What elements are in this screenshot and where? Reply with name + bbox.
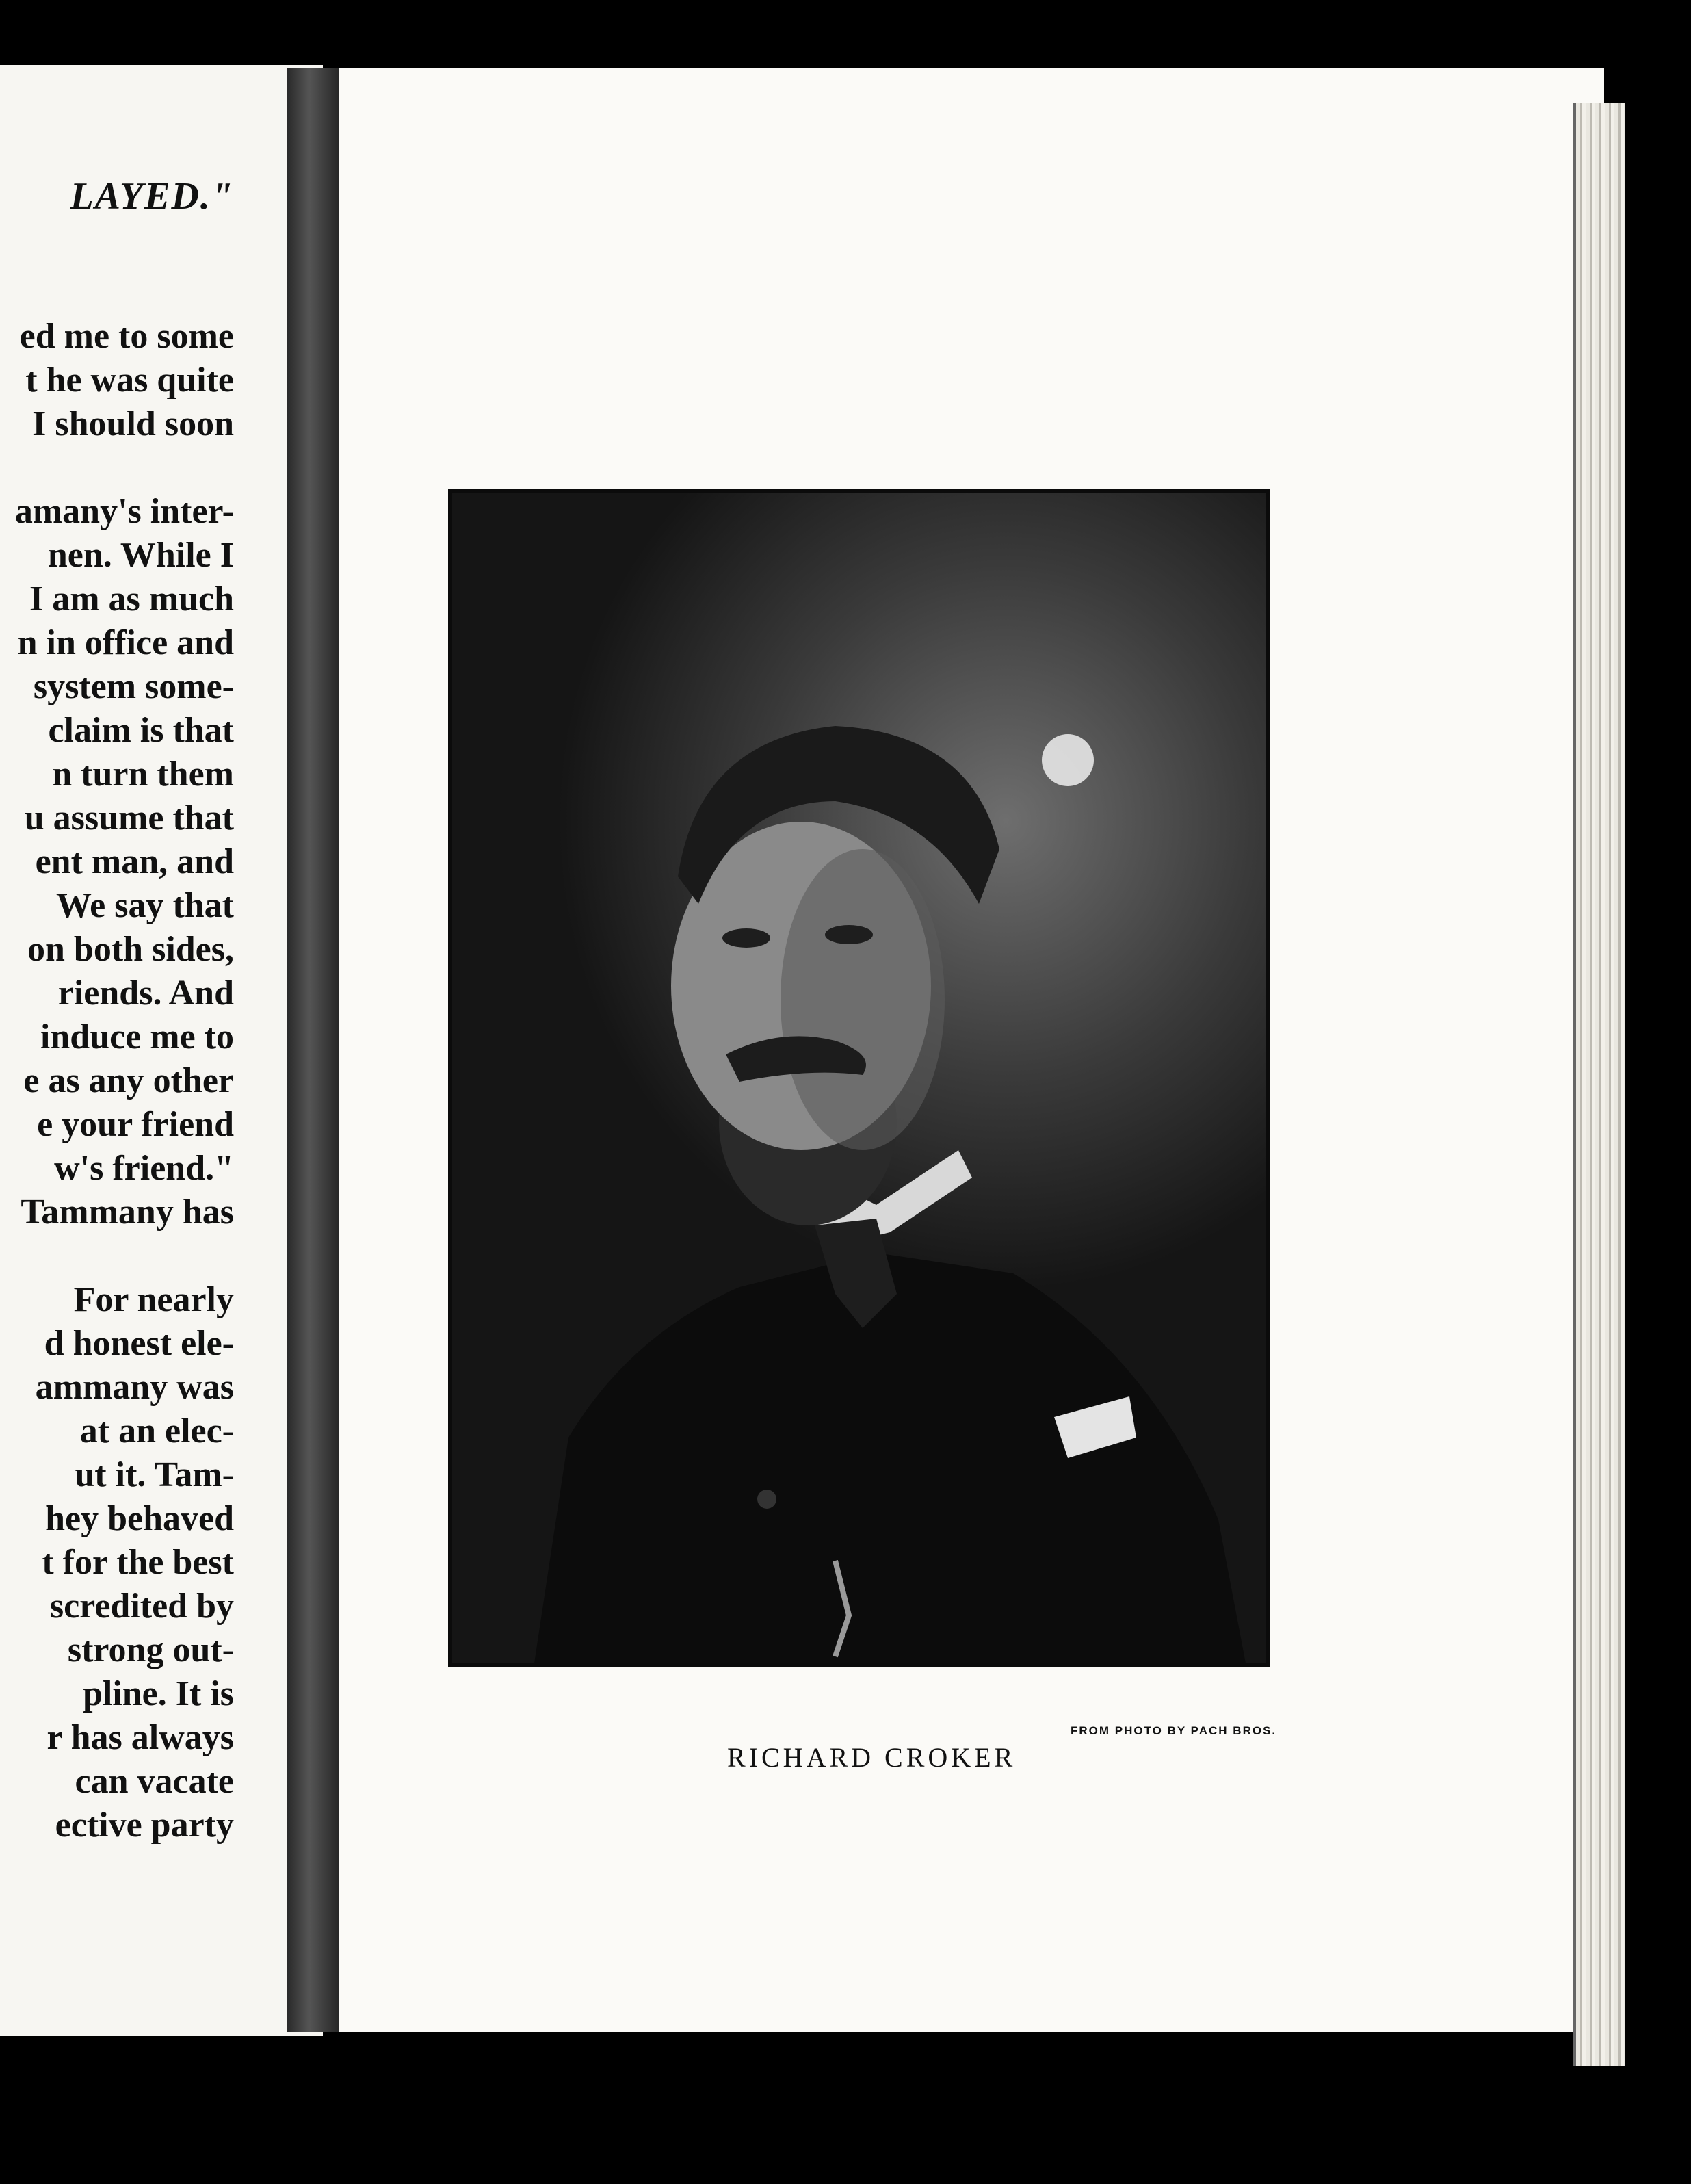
plate-blemish	[1042, 734, 1094, 786]
text-line: w's friend."	[54, 1149, 234, 1188]
text-line: scredited by	[49, 1587, 234, 1626]
running-head: LAYED."	[70, 175, 234, 218]
text-line: e your friend	[37, 1105, 234, 1144]
text-line: riends. And	[57, 974, 234, 1013]
text-line: d honest ele-	[44, 1324, 234, 1363]
text-line: e as any other	[23, 1061, 234, 1100]
left-eye	[722, 928, 770, 948]
left-page	[0, 65, 323, 2036]
coat-shape	[534, 1253, 1246, 1663]
text-line: ent man, and	[35, 842, 234, 881]
face-shade	[781, 849, 945, 1150]
left-page-text	[0, 315, 234, 1847]
text-line: t he was quite	[25, 361, 234, 400]
photo-caption: RICHARD CROKER	[727, 1742, 1017, 1773]
text-line: at an elec-	[79, 1412, 234, 1451]
text-line: u assume that	[24, 798, 234, 837]
portrait-figure	[452, 493, 1266, 1663]
text-line: nen. While I	[47, 536, 234, 575]
coat-button	[757, 1490, 776, 1509]
text-line: n in office and	[17, 623, 234, 662]
text-line: claim is that	[48, 711, 234, 750]
text-line: can vacate	[75, 1762, 234, 1801]
page-edges	[1573, 103, 1627, 2066]
text-line: ed me to some	[19, 317, 234, 356]
text-line: r has always	[47, 1718, 234, 1757]
book-gutter	[287, 68, 342, 2032]
text-line: n turn them	[52, 755, 234, 794]
portrait-photo	[448, 489, 1270, 1667]
text-line: For nearly	[73, 1280, 234, 1319]
text-line: I am as much	[29, 580, 234, 619]
text-line: pline. It is	[82, 1674, 234, 1713]
right-eye	[825, 925, 873, 944]
background-shadow	[1625, 103, 1691, 2184]
text-line: strong out-	[67, 1630, 234, 1669]
text-line-blank	[0, 1234, 234, 1278]
text-line: Tammany has	[21, 1193, 234, 1232]
photo-credit: FROM PHOTO BY PACH BROS.	[1071, 1724, 1277, 1737]
text-line: amany's inter-	[14, 492, 234, 531]
text-line: I should soon	[32, 404, 234, 443]
text-line: hey behaved	[45, 1499, 234, 1538]
text-line: t for the best	[42, 1543, 234, 1582]
text-line-blank	[0, 446, 234, 490]
text-line: system some-	[33, 667, 234, 706]
text-line: induce me to	[40, 1017, 234, 1056]
text-line: ective party	[55, 1806, 234, 1845]
text-line: ut it. Tam-	[75, 1455, 234, 1494]
text-line: We say that	[56, 886, 234, 925]
text-line: ammany was	[35, 1368, 234, 1407]
text-line: on both sides,	[27, 930, 234, 969]
